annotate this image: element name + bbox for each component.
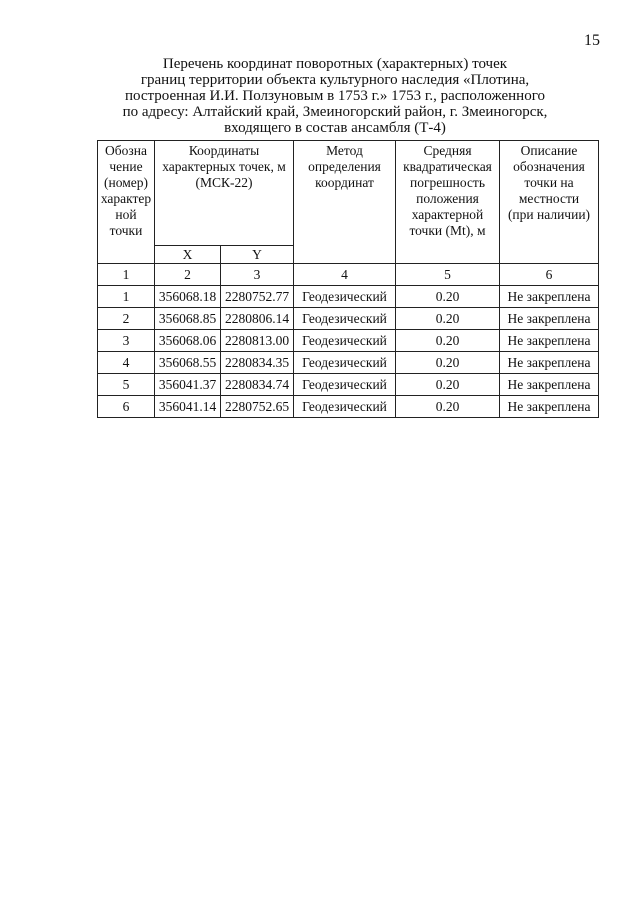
x-coordinate-cell: 356068.55	[155, 352, 221, 374]
x-coordinate-cell: 356068.85	[155, 308, 221, 330]
x-coordinate-cell: 356068.06	[155, 330, 221, 352]
table-row	[98, 286, 599, 308]
table-row	[98, 396, 599, 418]
error-cell: 0.20	[396, 374, 500, 396]
header-x: X	[155, 246, 221, 264]
title-line: по адресу: Алтайский край, Змеиногорский район, г. Змеиногорск,	[122, 104, 548, 120]
x-coordinate-cell: 356041.14	[155, 396, 221, 418]
error-cell: 0.20	[396, 330, 500, 352]
document-title	[100, 56, 570, 136]
column-numbers-row	[98, 264, 599, 286]
x-coordinate-cell: 356068.18	[155, 286, 221, 308]
y-coordinate-cell: 2280834.74	[221, 374, 294, 396]
point-number-cell: 2	[98, 308, 155, 330]
column-number: 1	[98, 264, 155, 286]
error-cell: 0.20	[396, 396, 500, 418]
table-row	[98, 308, 599, 330]
description-cell: Не закреплена	[500, 330, 599, 352]
description-cell: Не закреплена	[500, 308, 599, 330]
y-coordinate-cell: 2280806.14	[221, 308, 294, 330]
column-number: 6	[500, 264, 599, 286]
table-row	[98, 330, 599, 352]
table-row	[98, 352, 599, 374]
point-number-cell: 3	[98, 330, 155, 352]
method-cell: Геодезический	[294, 330, 396, 352]
column-number: 3	[221, 264, 294, 286]
description-cell: Не закреплена	[500, 352, 599, 374]
error-cell: 0.20	[396, 308, 500, 330]
y-coordinate-cell: 2280834.35	[221, 352, 294, 374]
title-line: построенная И.И. Ползуновым в 1753 г.» 1753 г., расположенного	[125, 88, 545, 104]
method-cell: Геодезический	[294, 308, 396, 330]
description-cell: Не закреплена	[500, 286, 599, 308]
column-number: 5	[396, 264, 500, 286]
point-number-cell: 4	[98, 352, 155, 374]
y-coordinate-cell: 2280752.77	[221, 286, 294, 308]
point-number-cell: 1	[98, 286, 155, 308]
error-cell: 0.20	[396, 286, 500, 308]
method-cell: Геодезический	[294, 374, 396, 396]
header-y: Y	[221, 246, 294, 264]
description-cell: Не закреплена	[500, 396, 599, 418]
point-number-cell: 5	[98, 374, 155, 396]
point-number-cell: 6	[98, 396, 155, 418]
column-number: 2	[155, 264, 221, 286]
table-row	[98, 374, 599, 396]
x-coordinate-cell: 356041.37	[155, 374, 221, 396]
page-number: 15	[584, 32, 600, 49]
error-cell: 0.20	[396, 352, 500, 374]
title-line: Перечень координат поворотных (характерных) точек	[162, 56, 508, 72]
header-method: Метод определения координат	[294, 141, 396, 264]
header-description: Описание обозначения точки на местности (при наличии)	[500, 141, 599, 264]
header-coordinates: Координаты характерных точек, м (МСК-22)	[155, 141, 294, 246]
header-point-number: Обозна чение (номер) характер ной точки	[98, 141, 155, 264]
y-coordinate-cell: 2280813.00	[221, 330, 294, 352]
title-line: границ территории объекта культурного наследия «Плотина,	[140, 72, 530, 88]
title-line: входящего в состав ансамбля (Т-4)	[224, 120, 446, 136]
header-error: Средняя квадратическая погрешность положения характерной точки (Mt), м	[396, 141, 500, 264]
method-cell: Геодезический	[294, 396, 396, 418]
method-cell: Геодезический	[294, 286, 396, 308]
method-cell: Геодезический	[294, 352, 396, 374]
column-number: 4	[294, 264, 396, 286]
description-cell: Не закреплена	[500, 374, 599, 396]
y-coordinate-cell: 2280752.65	[221, 396, 294, 418]
coordinates-table	[97, 140, 599, 418]
